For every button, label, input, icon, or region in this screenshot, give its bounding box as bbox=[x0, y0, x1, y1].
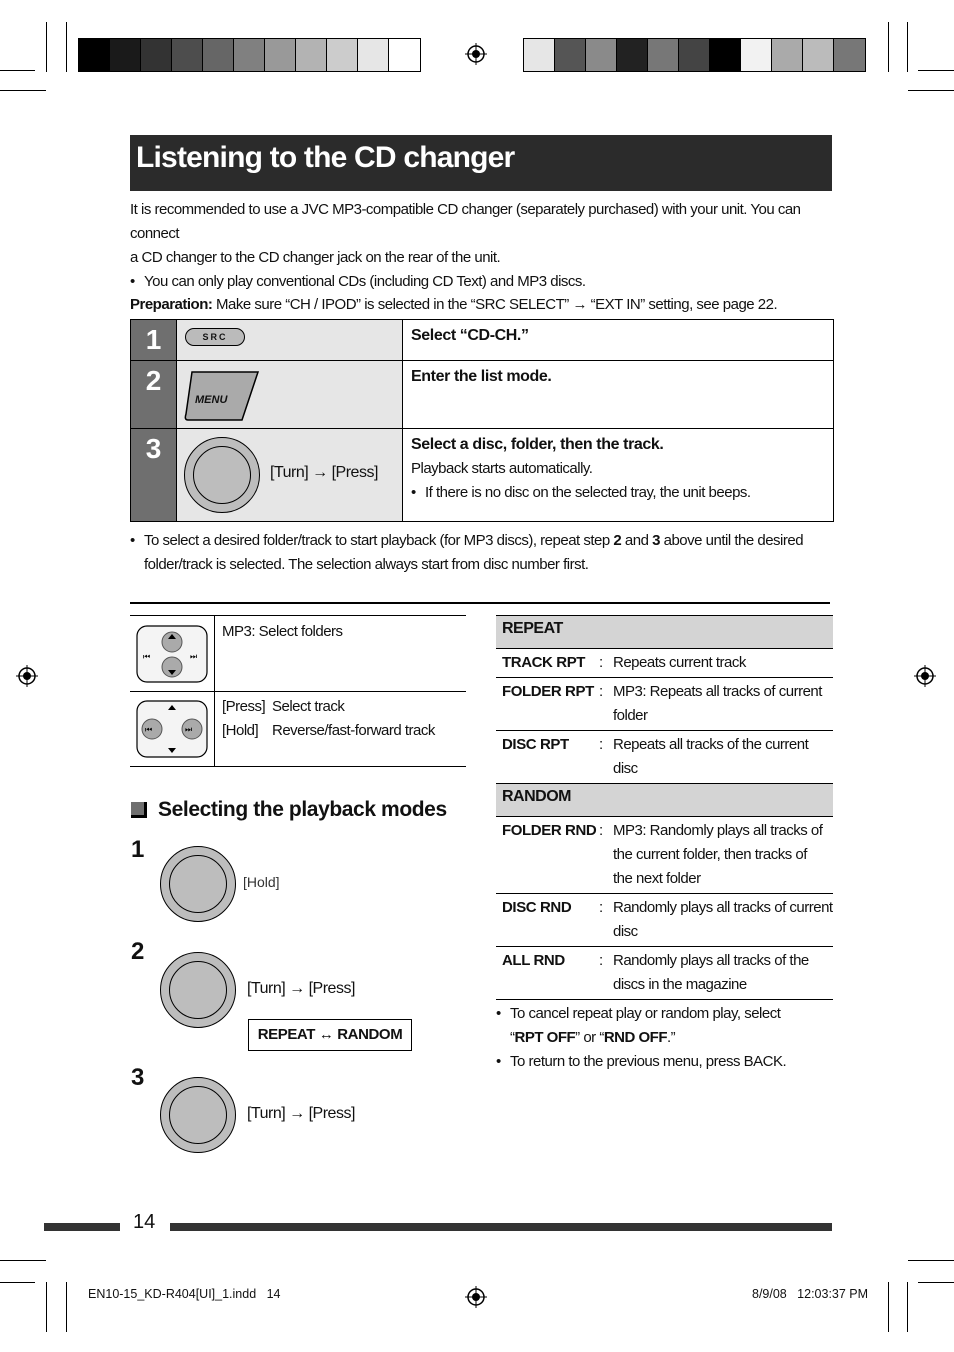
turn-press-label: [Turn] → [Press] bbox=[247, 980, 355, 997]
crop-mark bbox=[908, 90, 954, 91]
control-dial-icon bbox=[160, 952, 236, 1028]
step-row bbox=[131, 320, 833, 361]
mode-step-number: 1 bbox=[131, 836, 145, 863]
crop-mark bbox=[0, 90, 46, 91]
src-button-icon: SRC bbox=[185, 328, 245, 346]
section-bullet-icon bbox=[131, 802, 147, 818]
arrow-icon: → bbox=[289, 980, 305, 997]
preparation-text: Make sure “CH / IPOD” is selected in the “SRC SELECT” bbox=[216, 296, 569, 313]
section-title: Selecting the playback modes bbox=[158, 798, 447, 821]
step-number: 3 bbox=[131, 429, 176, 521]
turn-press-label: [Turn] → [Press] bbox=[270, 464, 378, 481]
step-number: 1 bbox=[131, 320, 176, 360]
footer-rule bbox=[170, 1223, 832, 1231]
steps-table bbox=[130, 319, 834, 522]
nav-table bbox=[130, 615, 466, 767]
page-number: 14 bbox=[133, 1211, 156, 1233]
step-row bbox=[131, 429, 833, 521]
note: • To select a desired folder/track to start playback (for MP3 discs), repeat step 2 and 3 above until the desired folder/track is selected. The selection always start from disc number first. bbox=[130, 532, 804, 573]
step-row bbox=[131, 361, 833, 429]
crop-mark bbox=[918, 70, 954, 71]
crop-mark bbox=[918, 1282, 954, 1283]
nav-text: MP3: Select folders bbox=[222, 623, 343, 640]
preparation bbox=[130, 293, 850, 317]
table-row: FOLDER RPT : MP3: Repeats all tracks of current folder bbox=[496, 678, 833, 731]
svg-text:⏮: ⏮ bbox=[145, 725, 153, 734]
footer-date: 8/9/08 12:03:37 PM bbox=[752, 1287, 869, 1301]
repeat-random-toggle: REPEAT ↔ RANDOM bbox=[248, 1019, 412, 1051]
table-row: DISC RND : Randomly plays all tracks of current disc bbox=[496, 894, 833, 947]
crop-mark bbox=[908, 1260, 954, 1261]
arrow-icon: → bbox=[289, 1105, 305, 1122]
mode-step-number: 3 bbox=[131, 1064, 145, 1091]
svg-text:⏭: ⏭ bbox=[185, 725, 193, 734]
title-banner bbox=[130, 135, 832, 191]
crop-mark bbox=[907, 22, 908, 72]
crop-mark bbox=[907, 1282, 908, 1332]
crop-mark bbox=[0, 1282, 35, 1283]
crop-mark bbox=[888, 22, 889, 72]
arrow-icon: → bbox=[572, 296, 587, 313]
table-header-random: RANDOM bbox=[496, 783, 833, 817]
nav-text: [Press] Select track [Hold] Reverse/fast-forward track bbox=[222, 698, 435, 739]
crop-mark bbox=[46, 22, 47, 72]
table-row: DISC RPT : Repeats all tracks of the current disc bbox=[502, 736, 809, 777]
registration-mark-icon bbox=[465, 1286, 487, 1308]
preparation-text: “EXT IN” setting, see page 22. bbox=[590, 296, 778, 313]
intro-bullet: • You can only play conventional CDs (including CD Text) and MP3 discs. bbox=[130, 273, 586, 290]
intro-line: a CD changer to the CD changer jack on the rear of the unit. bbox=[130, 249, 501, 266]
step-icon-cell bbox=[176, 429, 403, 521]
double-arrow-icon: ↔ bbox=[318, 1026, 334, 1043]
intro-line: It is recommended to use a JVC MP3-compatible CD changer (separately purchased) with your unit. You can connect bbox=[130, 201, 801, 242]
step-number: 2 bbox=[131, 361, 176, 428]
step-icon-cell bbox=[176, 361, 403, 428]
registration-mark-icon bbox=[16, 665, 38, 687]
step-text: Select a disc, folder, then the track. Playback starts automatically. • If there is no disc on the selected tray, the unit beeps. bbox=[411, 436, 751, 501]
turn-press-label: [Turn] → [Press] bbox=[247, 1105, 355, 1122]
footer-file: EN10-15_KD-R404[UI]_1.indd 14 bbox=[88, 1287, 281, 1301]
control-dial-icon bbox=[184, 437, 260, 513]
control-dial-icon bbox=[160, 1077, 236, 1153]
step-text: Enter the list mode. bbox=[411, 368, 552, 385]
color-bar-right bbox=[523, 38, 866, 72]
table-header-repeat: REPEAT bbox=[496, 615, 833, 649]
color-bar-left bbox=[78, 38, 421, 72]
folder-nav-icon bbox=[136, 625, 208, 683]
crop-mark bbox=[66, 1282, 67, 1332]
svg-text:⏭: ⏭ bbox=[190, 652, 198, 661]
crop-mark bbox=[888, 1282, 889, 1332]
hold-label: [Hold] bbox=[243, 874, 280, 890]
control-dial-icon bbox=[160, 846, 236, 922]
page-title: Listening to the CD changer bbox=[136, 141, 515, 174]
crop-mark bbox=[66, 22, 67, 72]
registration-mark-icon bbox=[914, 665, 936, 687]
footer-rule bbox=[44, 1223, 120, 1231]
table-row: FOLDER RND : MP3: Randomly plays all tracks of the current folder, then tracks of the next folder bbox=[496, 817, 833, 894]
crop-mark bbox=[46, 1282, 47, 1332]
mode-table bbox=[496, 615, 833, 1000]
step-icon-cell bbox=[176, 320, 403, 360]
track-nav-icon bbox=[136, 700, 208, 758]
intro bbox=[130, 198, 840, 294]
menu-button-label: MENU bbox=[195, 394, 228, 406]
crop-mark bbox=[0, 70, 35, 71]
arrow-icon: → bbox=[312, 464, 328, 481]
step-text: Select “CD-CH.” bbox=[411, 327, 529, 344]
tips: • To cancel repeat play or random play, select “RPT OFF” or “RND OFF.” • To return to the previous menu, press BACK. bbox=[496, 1005, 787, 1070]
table-row: ALL RND : Randomly plays all tracks of the discs in the magazine bbox=[496, 947, 833, 1000]
divider bbox=[130, 602, 830, 604]
crop-mark bbox=[0, 1260, 46, 1261]
table-row: TRACK RPT : Repeats current track bbox=[496, 649, 833, 678]
svg-text:⏮: ⏮ bbox=[143, 652, 151, 661]
mode-step-number: 2 bbox=[131, 938, 145, 965]
preparation-label: Preparation: bbox=[130, 296, 213, 313]
registration-mark-icon bbox=[465, 43, 487, 65]
